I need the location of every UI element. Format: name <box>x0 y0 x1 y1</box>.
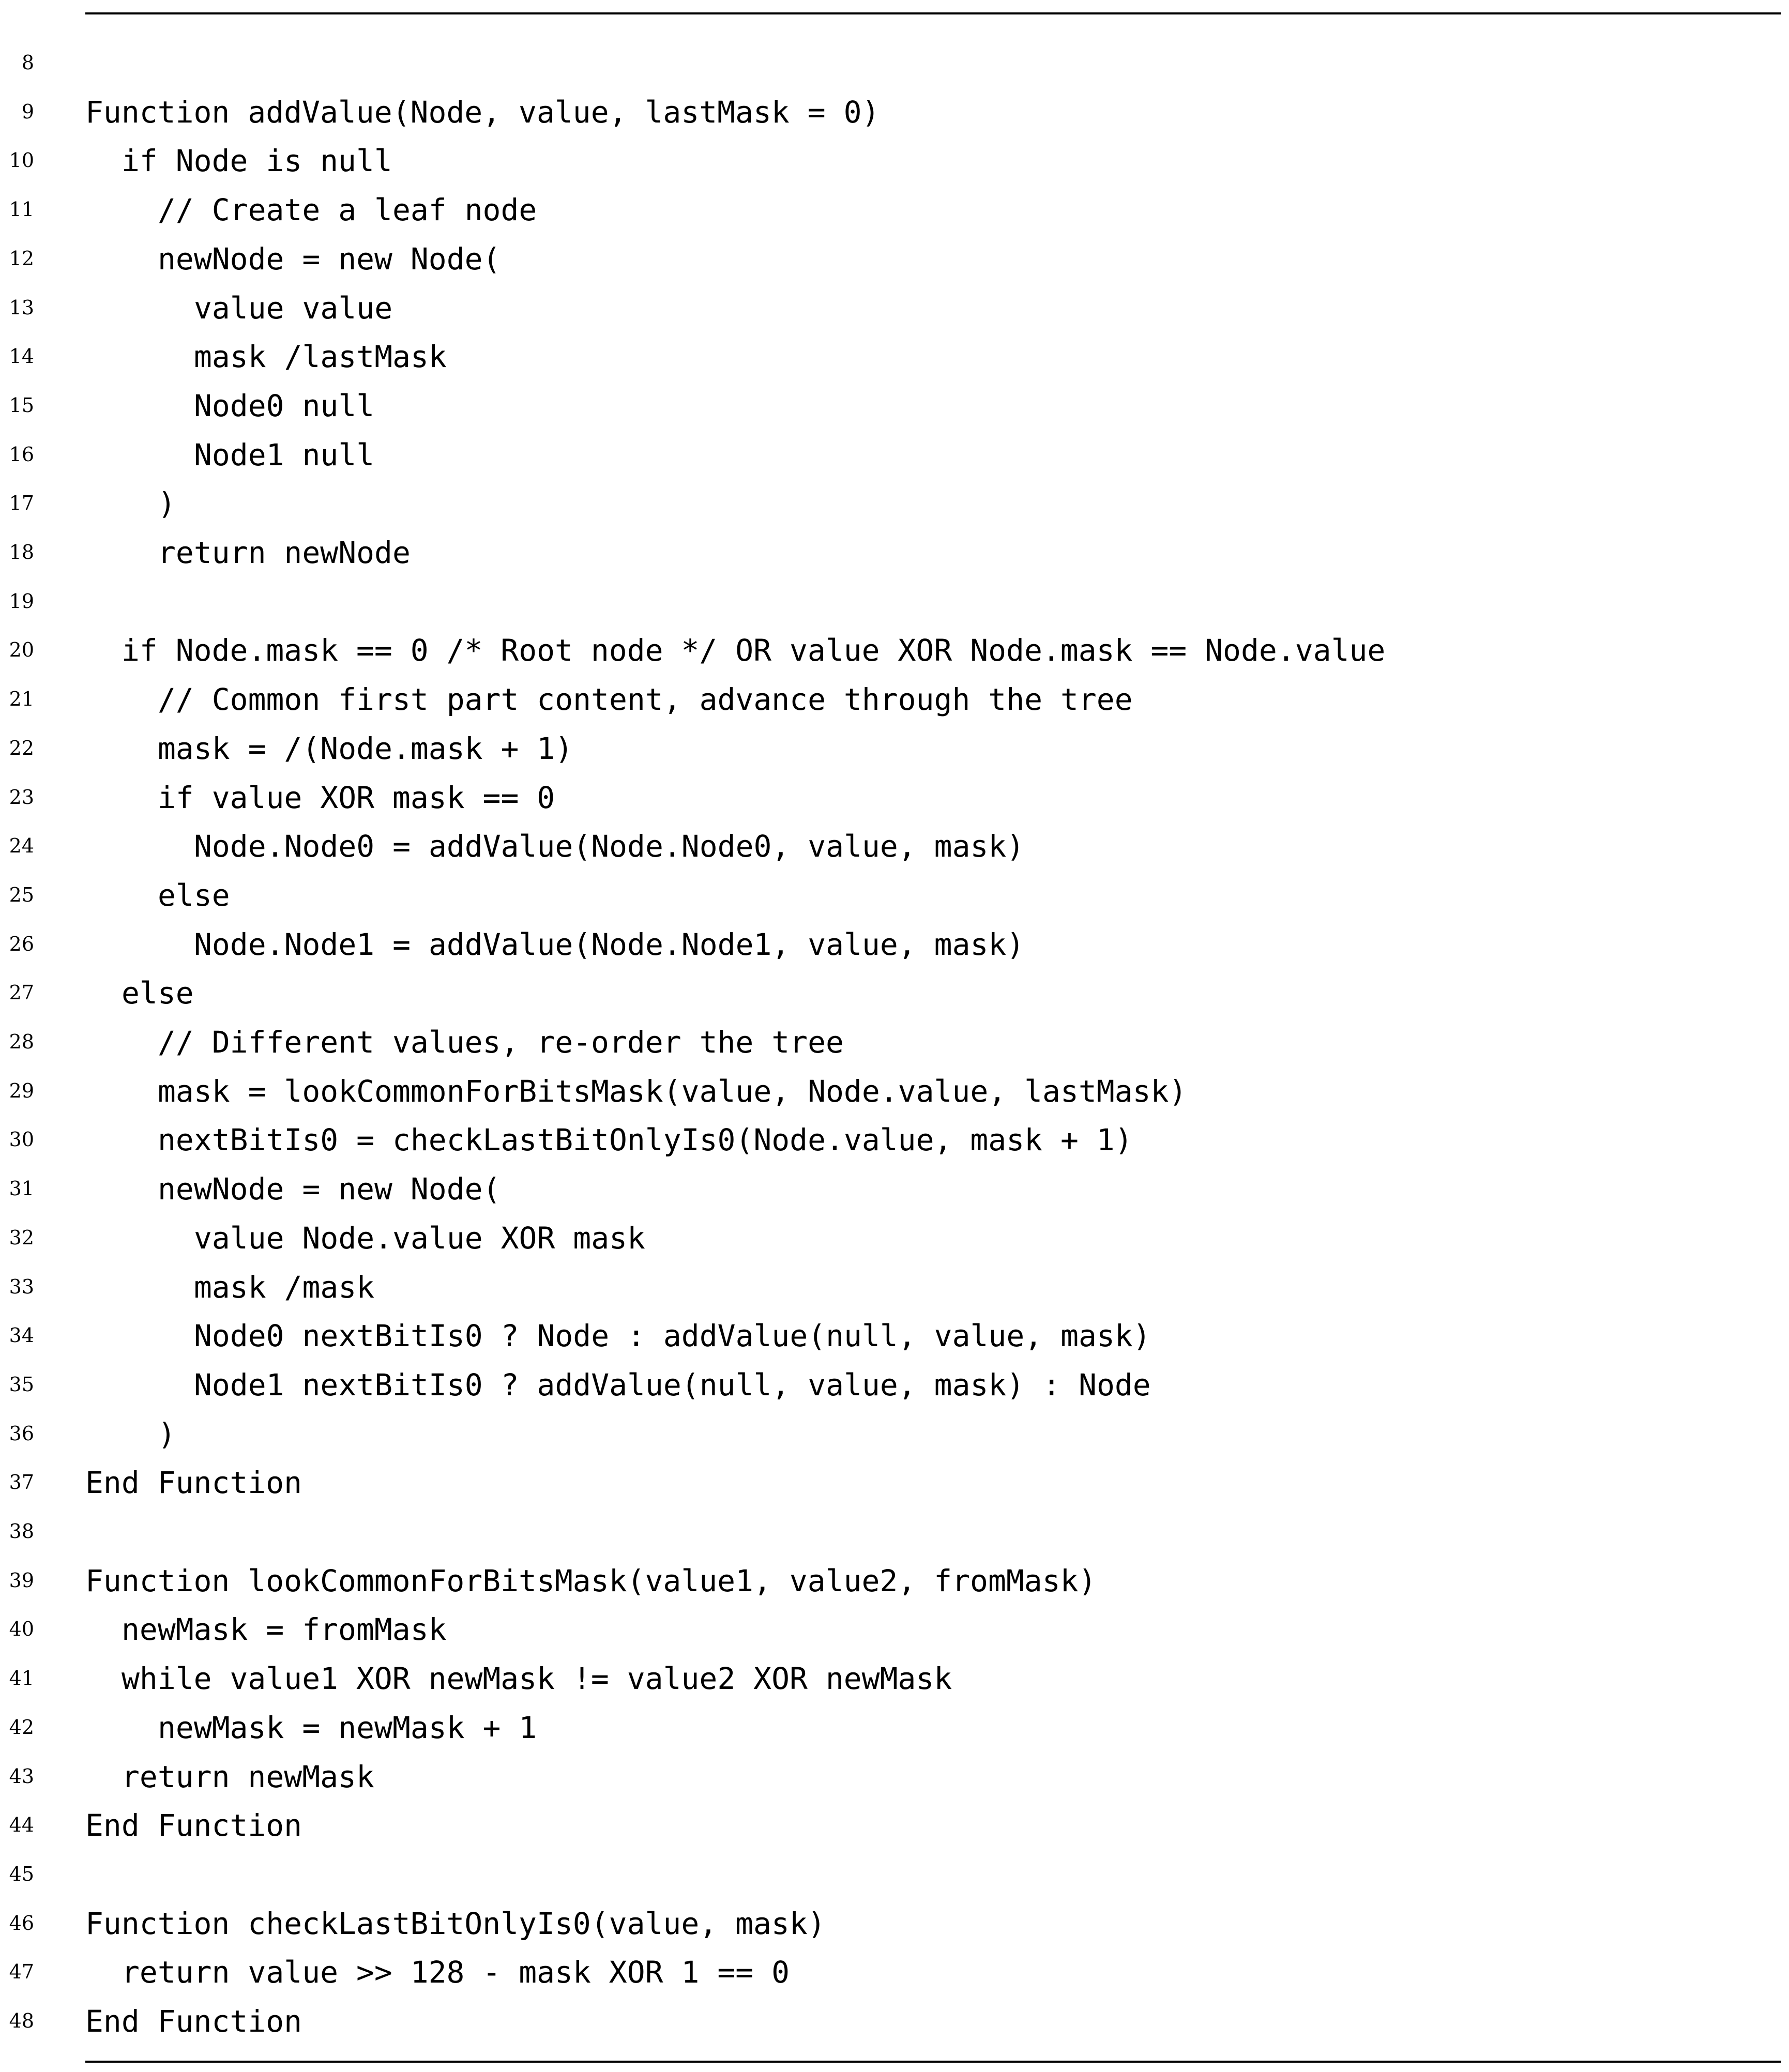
line-number: 11 <box>9 198 34 221</box>
code-line <box>0 36 1789 85</box>
line-number: 18 <box>9 541 34 563</box>
line-number: 33 <box>9 1275 34 1298</box>
line-text: Node0 nextBitIs0 ? Node : addValue(null, value, mask) <box>194 1318 1151 1354</box>
code-line <box>0 134 1789 183</box>
code-line <box>0 1456 1789 1505</box>
code-line <box>0 1064 1789 1114</box>
line-number: 25 <box>9 883 34 906</box>
line-number: 16 <box>9 443 34 466</box>
line-number: 26 <box>9 932 34 955</box>
line-text: else <box>122 976 194 1011</box>
line-text: mask /mask <box>194 1269 375 1305</box>
line-number: 13 <box>9 296 34 319</box>
line-number: 44 <box>9 1814 34 1837</box>
bottom-rule <box>85 2061 1781 2063</box>
line-text: newNode = new Node( <box>158 1171 501 1207</box>
line-text: Function checkLastBitOnlyIs0(value, mask) <box>85 1906 826 1941</box>
line-text: ) <box>158 1416 176 1452</box>
line-number: 36 <box>9 1422 34 1445</box>
line-text: mask = /(Node.mask + 1) <box>158 730 573 766</box>
line-number: 20 <box>9 638 34 662</box>
code-line <box>0 1799 1789 1848</box>
code-line <box>0 819 1789 869</box>
line-text: if Node is null <box>122 143 392 179</box>
line-text: value value <box>194 290 393 326</box>
code-line <box>0 1994 1789 2044</box>
line-text: Node0 null <box>194 388 375 423</box>
line-text: mask = lookCommonForBitsMask(value, Node.value, lastMask) <box>158 1073 1187 1109</box>
line-number: 35 <box>9 1373 34 1396</box>
code-line <box>0 673 1789 722</box>
code-line <box>0 1407 1789 1456</box>
line-number: 12 <box>9 247 34 270</box>
line-number: 31 <box>9 1177 34 1200</box>
line-text: mask /lastMask <box>194 339 447 375</box>
line-text: // Different values, re-order the tree <box>158 1025 844 1060</box>
line-number: 9 <box>21 100 34 123</box>
line-number: 27 <box>9 981 34 1004</box>
line-number: 42 <box>9 1715 34 1739</box>
line-text: if value XOR mask == 0 <box>158 780 555 815</box>
code-line <box>0 575 1789 624</box>
line-number: 48 <box>9 2009 34 2032</box>
line-number: 39 <box>9 1568 34 1592</box>
code-line <box>0 379 1789 428</box>
line-number: 23 <box>9 785 34 809</box>
code-line <box>0 232 1789 281</box>
line-number: 28 <box>9 1030 34 1053</box>
code-line <box>0 918 1789 967</box>
line-number: 41 <box>9 1667 34 1690</box>
line-text: nextBitIs0 = checkLastBitOnlyIs0(Node.value, mask + 1) <box>158 1122 1133 1158</box>
code-line <box>0 966 1789 1015</box>
line-text: Function addValue(Node, value, lastMask = 0) <box>85 94 880 130</box>
code-line <box>0 281 1789 330</box>
line-text: ) <box>158 486 176 522</box>
line-number: 8 <box>21 51 34 74</box>
line-text: while value1 XOR newMask != value2 XOR newMask <box>122 1661 952 1697</box>
code-line <box>0 771 1789 820</box>
code-line <box>0 1750 1789 1799</box>
line-number: 34 <box>9 1324 34 1347</box>
code-line <box>0 1309 1789 1358</box>
line-text: End Function <box>85 1465 302 1501</box>
code-line <box>0 1113 1789 1162</box>
line-number: 32 <box>9 1226 34 1249</box>
line-text: newMask = newMask + 1 <box>158 1710 537 1745</box>
line-number: 47 <box>9 1960 34 1984</box>
code-line <box>0 526 1789 575</box>
code-line <box>0 1945 1789 1994</box>
line-text: Node1 null <box>194 437 375 473</box>
line-text: // Common first part content, advance through the tree <box>158 682 1133 718</box>
line-number: 29 <box>9 1079 34 1102</box>
code-line <box>0 1015 1789 1064</box>
code-line <box>0 1603 1789 1652</box>
line-text: End Function <box>85 1808 302 1844</box>
code-line <box>0 330 1789 379</box>
code-line <box>0 869 1789 918</box>
code-line <box>0 1701 1789 1750</box>
line-text: // Create a leaf node <box>158 192 537 228</box>
line-text: Node.Node0 = addValue(Node.Node0, value, mask) <box>194 829 1025 864</box>
code-line <box>0 1162 1789 1211</box>
line-number: 38 <box>9 1520 34 1543</box>
code-line <box>0 1554 1789 1603</box>
line-number: 24 <box>9 834 34 858</box>
line-number: 22 <box>9 736 34 759</box>
line-text: return newMask <box>122 1759 374 1794</box>
code-line <box>0 1260 1789 1309</box>
line-number: 10 <box>9 149 34 172</box>
line-number: 46 <box>9 1911 34 1934</box>
line-text: return newNode <box>158 535 411 570</box>
code-line <box>0 1897 1789 1946</box>
line-text: else <box>158 877 230 913</box>
code-line <box>0 722 1789 771</box>
line-number: 45 <box>9 1862 34 1885</box>
code-line <box>0 85 1789 134</box>
line-number: 14 <box>9 345 34 368</box>
line-number: 37 <box>9 1471 34 1494</box>
code-line <box>0 1652 1789 1701</box>
code-line <box>0 428 1789 477</box>
line-number: 43 <box>9 1764 34 1788</box>
line-number: 21 <box>9 688 34 711</box>
code-line <box>0 1211 1789 1260</box>
top-rule <box>85 12 1781 14</box>
line-text: Node1 nextBitIs0 ? addValue(null, value, mask) : Node <box>194 1367 1151 1403</box>
line-text: newNode = new Node( <box>158 241 501 277</box>
code-line <box>0 623 1789 673</box>
line-number: 15 <box>9 393 34 417</box>
line-number: 30 <box>9 1128 34 1151</box>
line-text: Function lookCommonForBitsMask(value1, value2, fromMask) <box>85 1563 1097 1598</box>
code-line <box>0 183 1789 232</box>
line-text: value Node.value XOR mask <box>194 1220 645 1256</box>
line-text: Node.Node1 = addValue(Node.Node1, value, mask) <box>194 926 1025 962</box>
line-text: End Function <box>85 2004 302 2039</box>
code-line <box>0 1848 1789 1897</box>
line-text: newMask = fromMask <box>122 1612 447 1648</box>
code-line <box>0 1358 1789 1407</box>
line-number: 17 <box>9 492 34 515</box>
line-number: 19 <box>9 589 34 613</box>
line-number: 40 <box>9 1618 34 1641</box>
code-line <box>0 1505 1789 1554</box>
line-text: if Node.mask == 0 /* Root node */ OR value XOR Node.mask == Node.value <box>122 633 1386 668</box>
line-text: return value >> 128 - mask XOR 1 == 0 <box>122 1955 790 1990</box>
code-line <box>0 477 1789 526</box>
